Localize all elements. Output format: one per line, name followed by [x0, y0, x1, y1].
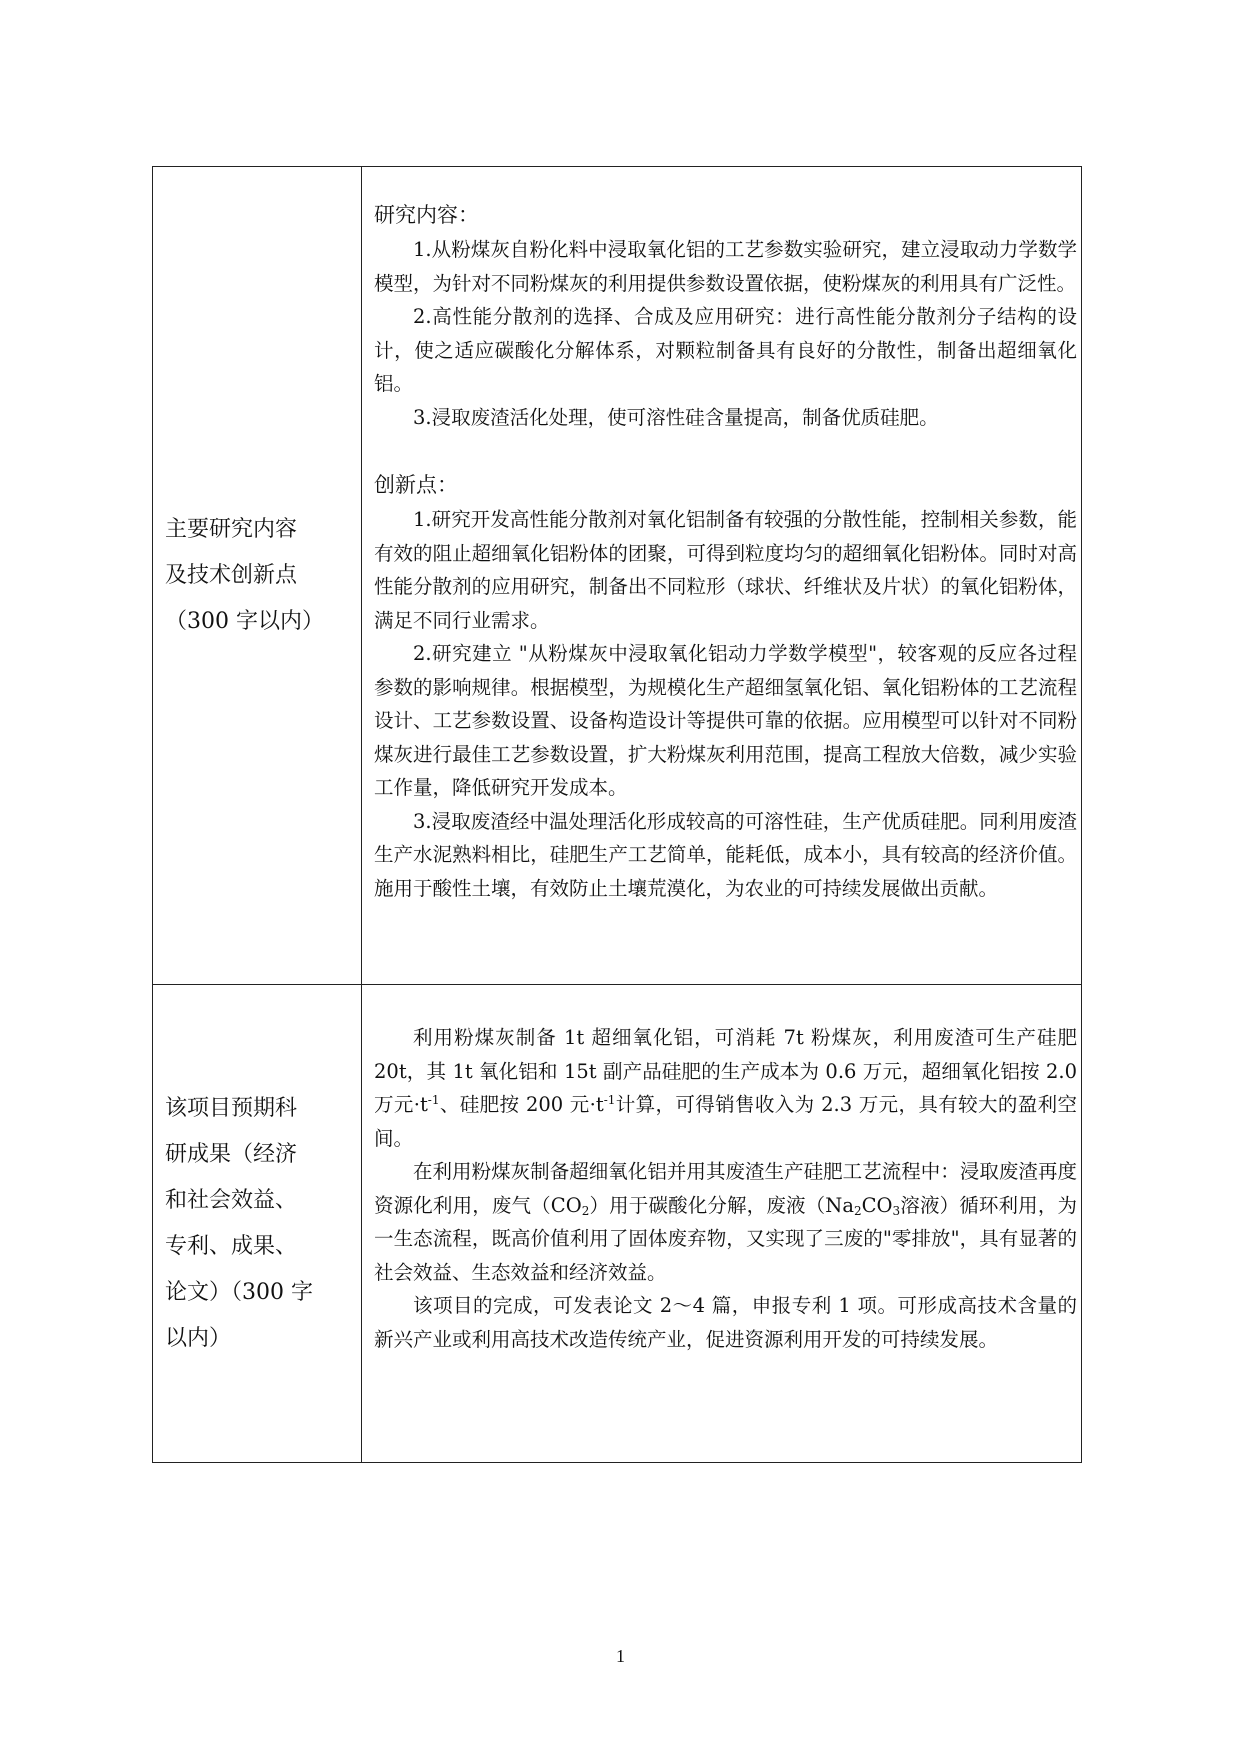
label-line: 论文）（300 字: [165, 1279, 313, 1305]
label-line: 研成果（经济: [165, 1141, 298, 1167]
research-item-2: 2.高性能分散剂的选择、合成及应用研究：进行高性能分散剂分子结构的设计，使之适应碳酸化分解体系，对颗粒制备具有良好的分散性，制备出超细氧化铝。: [374, 305, 1077, 395]
label-line: 及技术创新点: [165, 562, 298, 588]
innovation-item-1: 1.研究开发高性能分散剂对氧化铝制备有较强的分散性能，控制相关参数，能有效的阻止超细氧化铝粉体的团聚，可得到粒度均匀的超细氧化铝粉体。同时对高性能分散剂的应用研究，制备出不同粒形（球状、纤维状及片状）的氧化铝粉体，满足不同行业需求。: [374, 508, 1077, 632]
publication-patent-paragraph: 该项目的完成，可发表论文 2～4 篇，申报专利 1 项。可形成高技术含量的新兴产业或利用高技术改造传统产业，促进资源利用开发的可持续发展。: [374, 1294, 1077, 1351]
label-line: 以内）: [165, 1325, 232, 1351]
social-benefit-paragraph: 在利用粉煤灰制备超细氧化铝并用其废渣生产硅肥工艺流程中：浸取废渣再度资源化利用，废气$(CO_2)$用于碳酸化分解，废液（$Na_2CO_3$溶液）循环利用，为一生态流程，既高价值利用了固体废弃物，又实现了三废的"零排放"，具有显著的社会效益、生态效益和经济效益。: [374, 1160, 1077, 1284]
research-item-1: 1.从粉煤灰自粉化料中浸取氧化铝的工艺参数实验研究，建立浸取动力学数学模型，为针对不同粉煤灰的利用提供参数设置依据，使粉煤灰的利用具有广泛性。: [374, 238, 1077, 295]
label-line: 和社会效益、: [165, 1187, 298, 1213]
innovation-heading: 创新点：: [374, 473, 458, 497]
expected-results-cell: [362, 985, 1082, 1463]
label-line: 该项目预期科: [165, 1095, 298, 1121]
research-content-row: [153, 167, 1082, 985]
innovation-item-2: 2.研究建立 "从粉煤灰中浸取氧化铝动力学数学模型"，较客观的反应各过程参数的影响规律。根据模型，为规模化生产超细氢氧化铝、氧化铝粉体的工艺流程设计、工艺参数设置、设备构造设计等提供可靠的依据。应用模型可以针对不同粉煤灰进行最佳工艺参数设置，扩大粉煤灰利用范围，提高工程放大倍数，减少实验工作量，降低研究开发成本。: [374, 642, 1077, 799]
research-item-3: 3.浸取废渣活化处理，使可溶性硅含量提高，制备优质硅肥。: [413, 405, 939, 429]
innovation-item-3: 3.浸取废渣经中温处理活化形成较高的可溶性硅，生产优质硅肥。同利用废渣生产水泥熟料相比，硅肥生产工艺简单，能耗低，成本小，具有较高的经济价值。施用于酸性土壤，有效防止土壤荒漠化，为农业的可持续发展做出贡献。: [374, 809, 1077, 900]
label-line: 专利、成果、: [165, 1233, 298, 1259]
label-line: 主要研究内容: [165, 516, 298, 542]
section-gap: [374, 434, 1077, 467]
expected-results-label: [153, 985, 362, 1463]
research-content-label: [153, 167, 362, 985]
page-number: 1: [616, 1646, 625, 1666]
application-form-table: [152, 166, 1082, 1463]
research-heading: 研究内容：: [374, 203, 479, 227]
economic-benefit-paragraph: 利用粉煤灰制备 1t 超细氧化铝，可消耗 7t 粉煤灰，利用废渣可生产硅肥 20t，其 1t 氧化铝和 15t 副产品硅肥的生产成本为 0.6 万元，超细氧化铝按 2.0 万元$\cdot t^{-1}$、硅肥按 200 元$\cdot t^{-1}$计算，可得销售收入为 2.3 万元，具有较大的盈利空间。: [374, 1026, 1077, 1150]
research-content-cell: [362, 167, 1082, 985]
label-line: （300 字以内）: [165, 608, 324, 634]
expected-results-row: [153, 985, 1082, 1463]
